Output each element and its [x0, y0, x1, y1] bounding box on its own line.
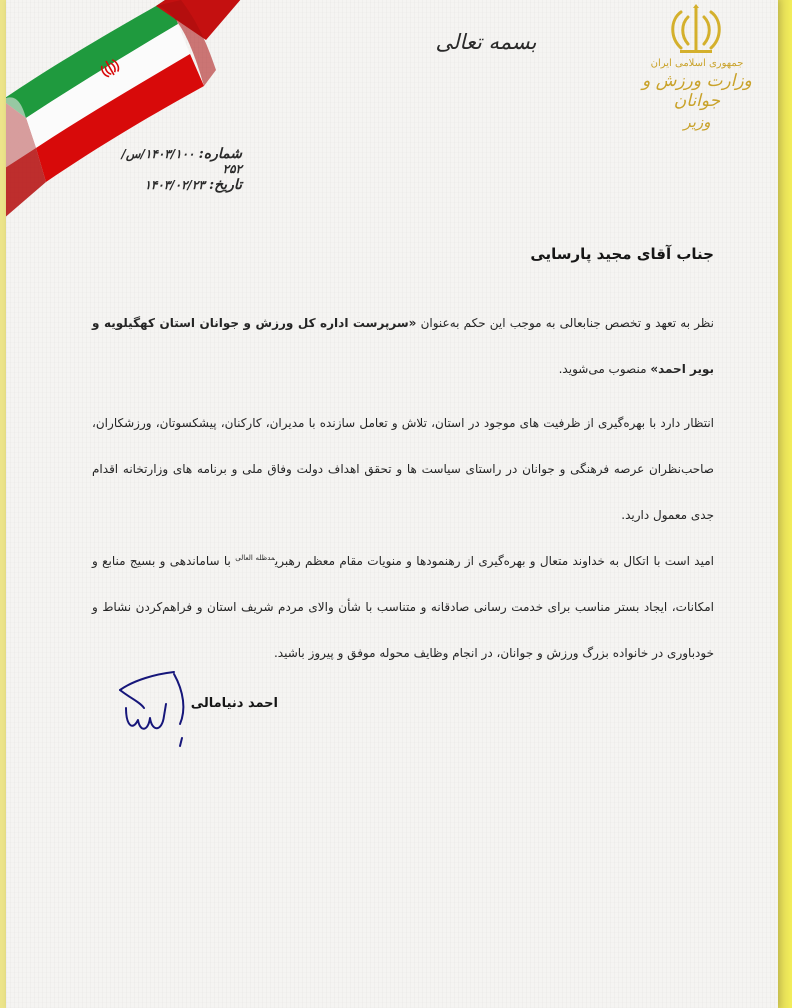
- body-paragraph-2: انتظار دارد با بهره‌گیری از ظرفیت های موجود در استان، تلاش و تعامل سازنده با مدیران، کارکنان، پیشکسوتان، ورزشکاران، صاحب‌نظران عرصه فرهنگی و جوانان در راستای سیاست ها و تحقق اهداف دولت وفاق ملی و برنامه های وزارتخانه اقدام جدی معمول دارید.: [92, 416, 714, 522]
- recipient-name: جناب آقای مجید پارسایی: [530, 245, 714, 263]
- honorific-superscript: مدظله العالی: [235, 554, 275, 562]
- appointment-title: «سرپرست اداره کل ورزش و جوانان استان کهگیلویه و بویر احمد»: [92, 316, 714, 376]
- basmala-heading: بسمه تعالی: [435, 30, 537, 54]
- letter-number-label: شماره:: [198, 146, 242, 162]
- ministry-letterhead: [622, 58, 772, 131]
- signer-name: احمد دنیامالی: [190, 696, 278, 711]
- body-paragraph-3: [92, 538, 714, 676]
- letter-body: [92, 300, 714, 676]
- letter-number-value: ۱۴۰۳/۱۰۰/س/۲۵۲: [121, 147, 242, 176]
- letter-date: [114, 177, 242, 193]
- body-p3-intro: امید است با اتکال به خداوند متعال و بهره‌گیری از رهنمودها و منویات مقام معظم رهبری: [274, 554, 714, 568]
- ministry-name: وزارت ورزش و جوانان: [642, 71, 752, 111]
- letter-date-label: تاریخ:: [208, 177, 242, 193]
- handwritten-signature: [110, 668, 190, 752]
- letter-number: [114, 146, 242, 176]
- iran-emblem-icon: [666, 4, 726, 56]
- body-paragraph-1: [92, 300, 714, 392]
- ministry-country-line: جمهوری اسلامی ایران: [650, 58, 744, 69]
- ministry-minister-title: وزیر: [683, 113, 711, 131]
- letter-page: [6, 0, 778, 1008]
- body-p3-ending: با ساماندهی و بسیج منابع و امکانات، ایجاد بستر مناسب برای خدمت رسانی صادقانه و متناسب با شأن والای مردم شریف استان و فراهم‌کردن نشاط و خودباوری در خانواده بزرگ ورزش و جوانان، در انجام وظایف محوله موفق و پیروز باشید.: [92, 554, 714, 660]
- iran-flag-graphic: [6, 0, 246, 230]
- body-p1-ending: منصوب می‌شوید.: [558, 362, 651, 376]
- letter-date-value: ۱۴۰۳/۰۲/۲۳: [144, 178, 205, 192]
- body-p1-intro: نظر به تعهد و تخصص جنابعالی به موجب این حکم به‌عنوان: [416, 316, 714, 330]
